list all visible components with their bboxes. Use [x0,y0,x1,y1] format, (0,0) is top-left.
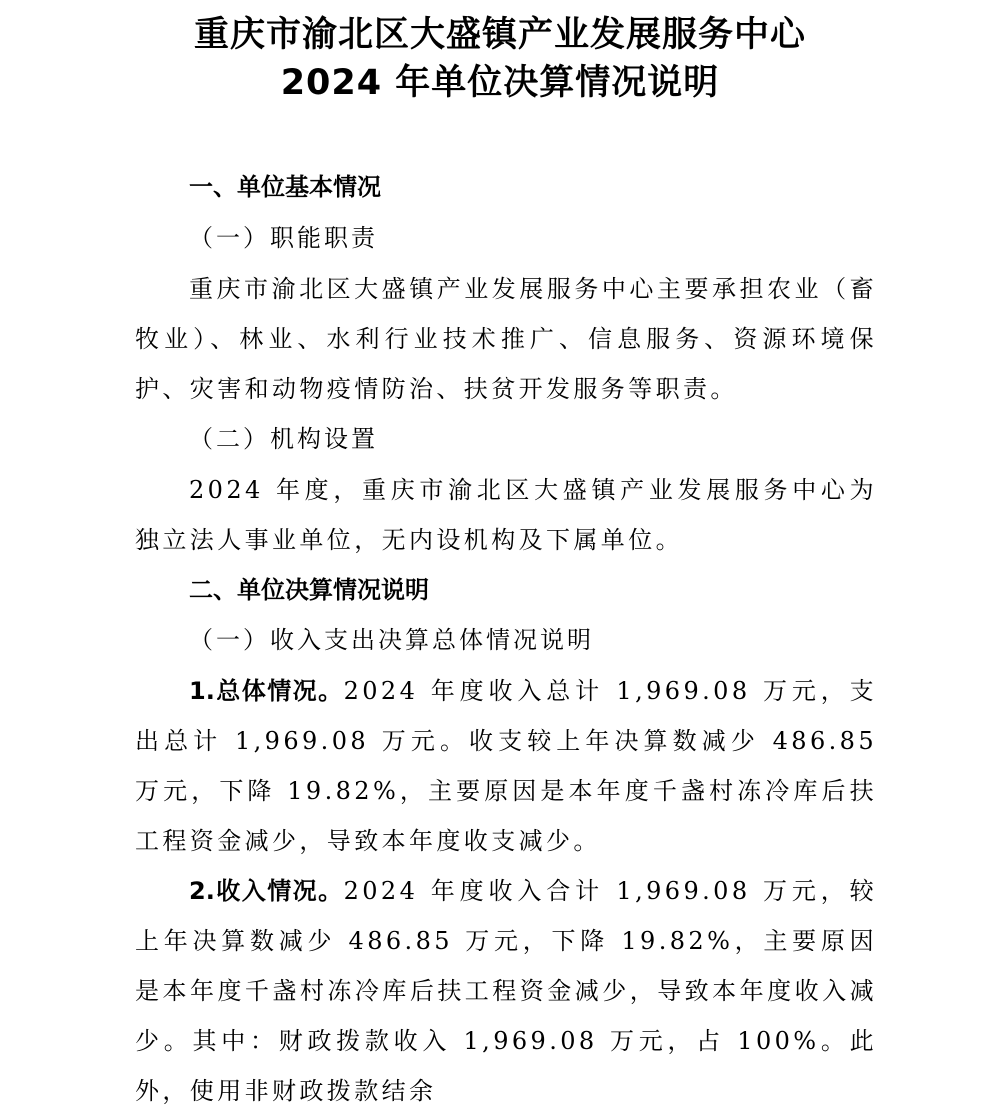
paragraph-functions: 重庆市渝北区大盛镇产业发展服务中心主要承担农业（畜牧业）、林业、水利行业技术推广、信息服务、资源环境保护、灾害和动物疫情防治、扶贫开发服务等职责。 [135,275,877,403]
paragraph-overall-situation [135,666,877,866]
paragraph-lead-overall: 1.总体情况。 [189,677,344,705]
paragraph-lead-income: 2.收入情况。 [189,877,344,905]
subsection-heading-organization: （二）机构设置 [189,425,378,453]
paragraph-organization: 2024 年度，重庆市渝北区大盛镇产业发展服务中心为独立法人事业单位，无内设机构及下属单位。 [135,476,877,554]
paragraph-income-situation [135,866,877,1116]
section-heading-final-accounts: 二、单位决算情况说明 [189,576,429,604]
section-heading-basic-info: 一、单位基本情况 [189,173,381,201]
paragraph-text-income: 2024 年度收入合计 1,969.08 万元，较上年决算数减少 486.85 万元，下降 19.82%，主要原因是本年度千盏村冻冷库后扶工程资金减少，导致本年度收入减少。其中：财政拨款收入 1,969.08 万元，占 100%。此外，使用非财政拨款结余 [135,877,877,1105]
document-title-line2: 2024 年单位决算情况说明 [280,63,720,103]
subsection-heading-income-expense-overview: （一）收入支出决算总体情况说明 [189,626,594,654]
paragraph-text-overall: 2024 年度收入总计 1,969.08 万元，支出总计 1,969.08 万元。收支较上年决算数减少 486.85 万元，下降 19.82%，主要原因是本年度千盏村冻冷库后扶工程资金减少，导致本年度收支减少。 [135,677,877,855]
document-title-line1: 重庆市渝北区大盛镇产业发展服务中心 [193,15,806,55]
subsection-heading-functions: （一）职能职责 [189,224,378,252]
